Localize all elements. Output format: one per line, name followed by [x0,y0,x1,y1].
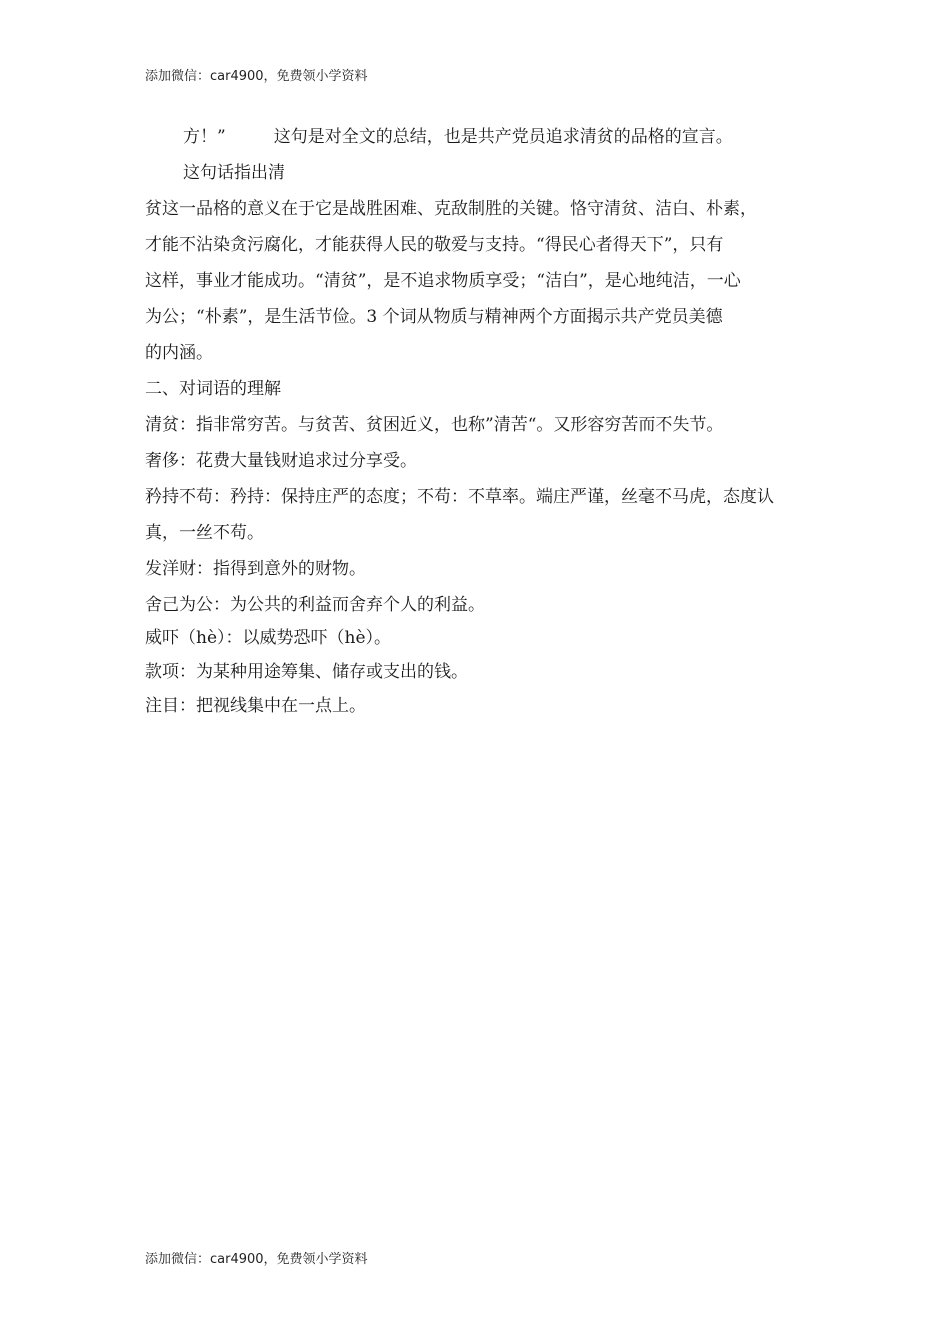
summary-sentence: 这句是对全文的总结，也是共产党员追求清贫的品格的宣言。 [273,127,733,147]
definition-item: 威吓（hè）：以威势恐吓（hè）。 [145,628,392,648]
page-footer: 添加微信：car4900，免费领小学资料 [145,1252,368,1267]
text-line: 贫这一品格的意义在于它是战胜困难、克敌制胜的关键。恪守清贫、洁白、朴素， [145,199,757,219]
definition-item: 奢侈：花费大量钱财追求过分享受。 [145,451,417,471]
text-line [183,127,733,147]
definition-item-continued: 真，一丝不苟。 [145,523,264,543]
definition-item: 注目：把视线集中在一点上。 [145,696,366,716]
text-line: 这样，事业才能成功。“清贫”，是不追求物质享受；“洁白”，是心地纯洁，一心 [145,271,741,291]
text-line: 为公；“朴素”，是生活节俭。3 个词从物质与精神两个方面揭示共产党员美德 [145,307,723,327]
definition-item: 清贫：指非常穷苦。与贫苦、贫困近义，也称”清苦“。又形容穷苦而不失节。 [145,415,724,435]
text-line: 才能不沾染贪污腐化，才能获得人民的敬爱与支持。“得民心者得天下”，只有 [145,235,724,255]
definition-item: 舍己为公：为公共的利益而舍弃个人的利益。 [145,595,485,615]
definition-item: 矜持不苟：矜持：保持庄严的态度；不苟：不草率。端庄严谨，丝毫不马虎，态度认 [145,487,774,507]
quote-ending: 方！” [183,127,226,147]
text-line: 的内涵。 [145,343,213,363]
section-heading: 二、对词语的理解 [145,379,281,399]
definition-item: 款项：为某种用途筹集、储存或支出的钱。 [145,662,468,682]
definition-item: 发洋财：指得到意外的财物。 [145,559,366,579]
text-line: 这句话指出清 [183,163,285,183]
page-header: 添加微信：car4900，免费领小学资料 [145,69,368,84]
